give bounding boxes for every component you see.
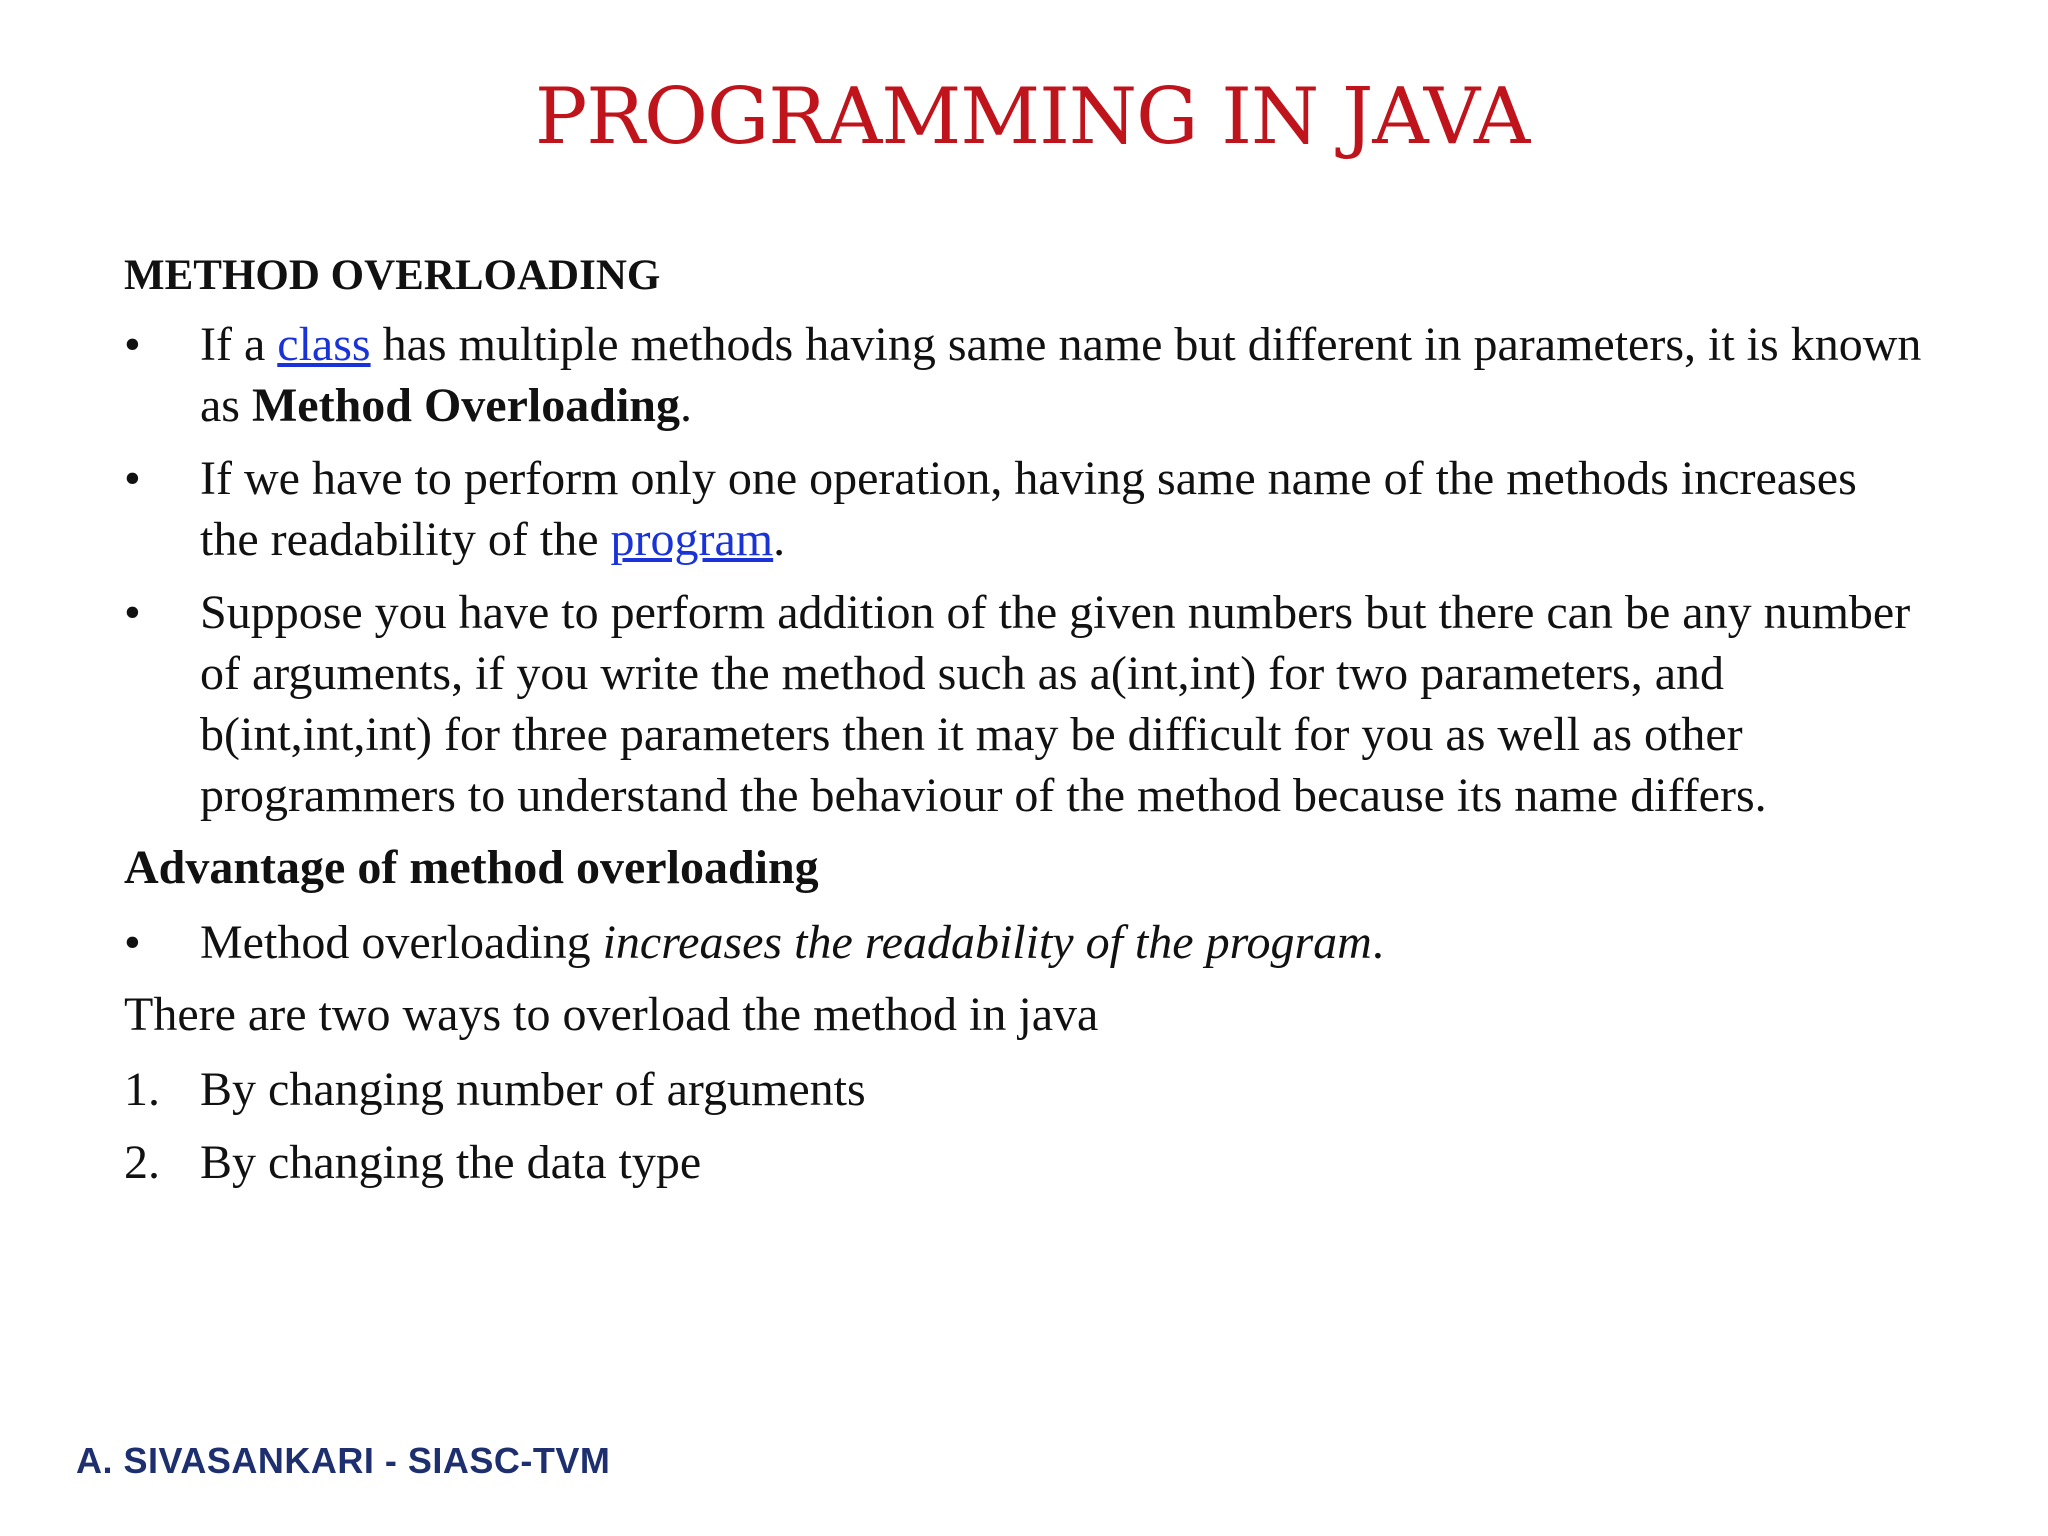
italic-phrase: increases the readability of the program: [602, 916, 1372, 969]
bullet-text: has multiple methods having same name but different in parameters, it is known as: [200, 318, 1922, 432]
section-heading: METHOD OVERLOADING: [124, 252, 661, 299]
bullet-marker: •: [124, 586, 141, 639]
list-item: [124, 1132, 1924, 1193]
list-item: [124, 314, 1924, 436]
list-item: [124, 448, 1924, 570]
number-marker: 1.: [124, 1063, 160, 1116]
bullet-text: If a: [200, 318, 278, 371]
list-item: [124, 912, 1924, 973]
bullet-text: .: [679, 379, 692, 432]
bullet-text: .: [773, 513, 786, 566]
number-marker: 2.: [124, 1136, 160, 1189]
program-link[interactable]: program: [610, 513, 774, 566]
bullet-text: Suppose you have to perform addition of the given numbers but there can be any number of arguments, if you write the method such as a(int,int) for two parameters, and b(int,int,int) for three parameters then it may be difficult for you as well as other programmers to understand the behaviour of the method because its name differs.: [200, 586, 1911, 822]
bullet-text: If we have to perform only one operation, having same name of the methods increases the readability of the: [200, 452, 1857, 566]
list-item-text: By changing number of arguments: [200, 1063, 866, 1116]
list-item: [124, 582, 1924, 826]
advantage-heading: Advantage of method overloading: [124, 841, 819, 894]
list-item: [124, 1059, 1924, 1120]
bullet-marker: •: [124, 318, 141, 371]
class-link[interactable]: class: [277, 318, 371, 371]
bullet-text: .: [1371, 916, 1384, 969]
bullet-marker: •: [124, 916, 141, 969]
bullet-text: Method overloading: [200, 916, 603, 969]
ways-intro-text: There are two ways to overload the method in java: [124, 988, 1099, 1041]
ways-numbered-list: [124, 1059, 1924, 1193]
footer-author: A. SIVASANKARI - SIASC-TVM: [76, 1440, 611, 1481]
bold-term: Method Overloading: [251, 379, 680, 432]
advantage-bullet-list: [124, 912, 1924, 973]
definition-bullet-list: [124, 314, 1924, 826]
bullet-marker: •: [124, 452, 141, 505]
list-item-text: By changing the data type: [200, 1136, 702, 1189]
slide-title: PROGRAMMING IN JAVA: [534, 72, 1530, 162]
slide-content: [124, 248, 1924, 1205]
